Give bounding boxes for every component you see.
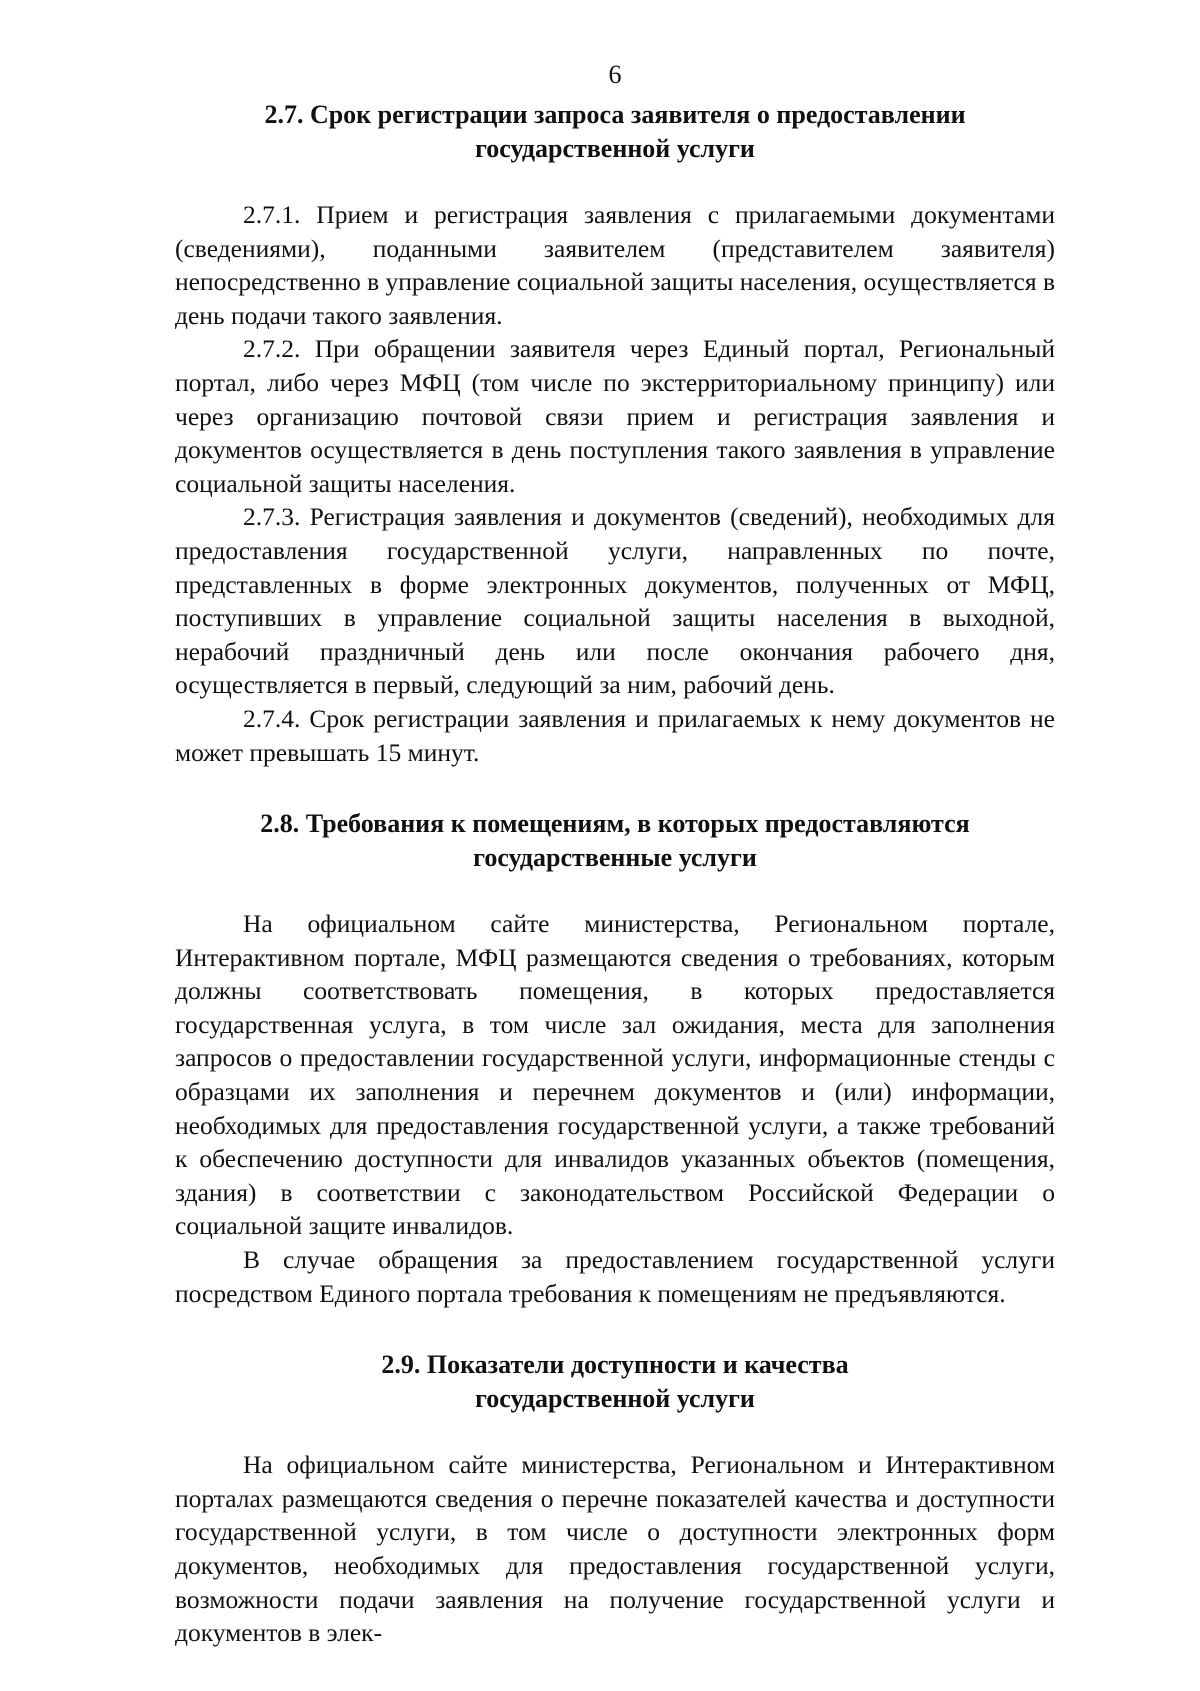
section-title-2-8 — [175, 807, 1055, 875]
paragraph-2-7-2: 2.7.2. При обращении заявителя через Единый портал, Региональный портал, либо через МФЦ (том числе по экстерриториальному принципу) или через организацию почтовой связи прием и регистрация заявления и документов осуществляется в день поступления такого заявления в управление социальной защиты населения. — [175, 334, 1055, 498]
paragraph-2-8-1: На официальном сайте министерства, Региональном портале, Интерактивном портале, МФЦ размещаются сведения о требованиях, которым должны соответствовать помещения, в которых предоставляется государственная услуга, в том числе зал ожидания, места для заполнения запросов о предоставлении государственной услуги, информационные стенды с образцами их заполнения и перечнем документов и (или) информации, необходимых для предоставления государственной услуги, а также требований к обеспечению доступности для инвалидов указанных объектов (помещения, здания) в соответствии с законодательством Российской Федерации о социальной защите инвалидов. — [175, 909, 1055, 1241]
paragraph-2-9-1: На официальном сайте министерства, Региональном и Интерактивном порталах размещаются сведения о перечне показателей качества и доступности государственной услуги, в том числе о доступности электронных форм документов, необходимых для предоставления государственной услуги, возможности подачи заявления на получение государственной услуги и документов в элек- — [175, 1450, 1055, 1648]
section-title-line: государственные услуги — [473, 843, 757, 873]
section-title-2-7 — [175, 98, 1055, 166]
section-body-2-9 — [175, 1448, 1055, 1650]
section-title-line: 2.9. Показатели доступности и качества — [381, 1350, 849, 1380]
page-number: 6 — [608, 60, 622, 89]
section-title-line: государственной услуги — [475, 1384, 755, 1414]
section-title-line: 2.8. Требования к помещениям, в которых предоставляются — [260, 809, 970, 839]
paragraph-2-7-4: 2.7.4. Срок регистрации заявления и прилагаемых к нему документов не может превышать 15 минут. — [175, 703, 1055, 767]
section-title-2-9 — [175, 1348, 1055, 1416]
section-body-2-7 — [175, 198, 1055, 769]
section-body-2-8 — [175, 907, 1055, 1310]
paragraph-2-8-2: В случае обращения за предоставлением государственной услуги посредством Единого портала требования к помещениям не предъявляются. — [175, 1245, 1055, 1308]
paragraph-2-7-1: 2.7.1. Прием и регистрация заявления с прилагаемыми документами (сведениями), поданными заявителем (представителем заявителя) непосредственно в управление социальной защиты населения, осуществляется в день подачи такого заявления. — [175, 200, 1056, 330]
paragraph-2-7-3: 2.7.3. Регистрация заявления и документов (сведений), необходимых для предоставления государственной услуги, направленных по почте, представленных в форме электронных документов, полученных от МФЦ, поступивших в управление социальной защиты населения в выходной, нерабочий праздничный день или после окончания рабочего дня, осуществляется в первый, следующий за ним, рабочий день. — [175, 502, 1055, 700]
section-title-line: государственной услуги — [475, 134, 755, 163]
section-title-line: 2.7. Срок регистрации запроса заявителя о предоставлении — [264, 100, 966, 129]
